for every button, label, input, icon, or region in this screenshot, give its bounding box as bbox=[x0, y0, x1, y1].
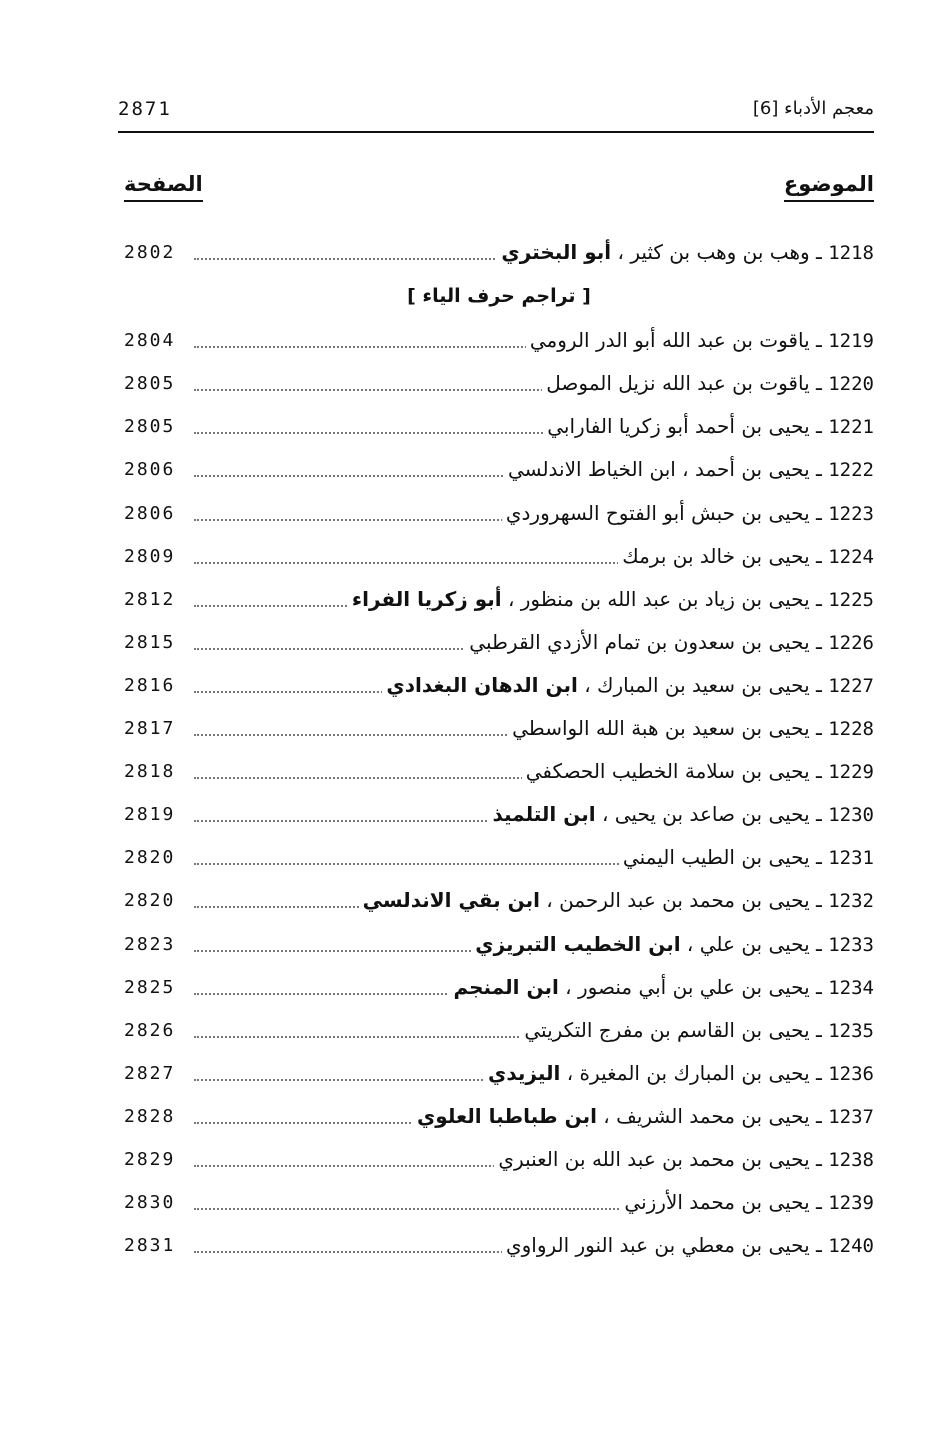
entry-page-number: 2812 bbox=[124, 589, 179, 610]
entry-number: 1219 bbox=[828, 330, 874, 353]
entry-name: يحيى بن سعدون بن تمام الأزدي القرطبي bbox=[469, 629, 810, 654]
section-heading: [ تراجم حرف الياء ] bbox=[407, 285, 591, 308]
entry-dash: ـ bbox=[809, 802, 829, 827]
entry-number: 1233 bbox=[828, 933, 874, 956]
entry-page-number: 2825 bbox=[124, 977, 179, 998]
entry-number: 1223 bbox=[828, 502, 874, 525]
toc-row bbox=[124, 630, 874, 673]
entry-page-number: 2826 bbox=[124, 1020, 179, 1041]
toc-row bbox=[124, 1233, 874, 1276]
entry-name: يحيى بن أحمد أبو زكريا الفارابي bbox=[547, 414, 810, 439]
entry-page-number: 2829 bbox=[124, 1149, 179, 1170]
entry-subject bbox=[542, 371, 874, 395]
toc-row bbox=[124, 888, 874, 931]
entry-epithet: ابن بقي الاندلسي bbox=[362, 888, 540, 913]
entry-name: يحيى بن سعيد بن المبارك ، bbox=[577, 672, 810, 697]
entry-page-number: 2819 bbox=[124, 804, 179, 825]
entry-dash: ـ bbox=[809, 1060, 829, 1085]
entry-dash: ـ bbox=[809, 543, 829, 568]
entry-dash: ـ bbox=[809, 716, 829, 741]
toc-row bbox=[124, 587, 874, 630]
entry-subject bbox=[522, 759, 874, 783]
entry-epithet: ابن التلميذ bbox=[492, 802, 596, 827]
entry-number: 1235 bbox=[828, 1019, 874, 1042]
entry-dash: ـ bbox=[809, 629, 829, 654]
entry-number: 1228 bbox=[828, 718, 874, 741]
entry-page-number: 2830 bbox=[124, 1192, 179, 1213]
entry-name: يحيى بن سلامة الخطيب الحصكفي bbox=[525, 759, 810, 784]
entry-name: يحيى بن محمد الأرزني bbox=[624, 1190, 810, 1215]
entry-number: 1225 bbox=[828, 588, 874, 611]
entry-name: يحيى بن محمد الشريف ، bbox=[596, 1103, 810, 1128]
entry-number: 1221 bbox=[828, 416, 874, 439]
entry-name: يحيى بن خالد بن برمك bbox=[622, 543, 810, 568]
entry-page-number: 2828 bbox=[124, 1106, 179, 1127]
entry-name: يحيى بن علي بن أبي منصور ، bbox=[558, 974, 810, 999]
entry-number: 1238 bbox=[828, 1148, 874, 1171]
toc-row bbox=[124, 1061, 874, 1104]
entry-dash: ـ bbox=[809, 500, 829, 525]
entry-name: يحيى بن معطي بن عبد النور الرواوي bbox=[505, 1233, 810, 1258]
entry-dash: ـ bbox=[809, 888, 829, 913]
entry-dash: ـ bbox=[809, 1190, 829, 1215]
entry-number: 1227 bbox=[828, 674, 874, 697]
entry-number: 1237 bbox=[828, 1105, 874, 1128]
entry-subject bbox=[494, 1147, 874, 1171]
entry-number: 1218 bbox=[828, 242, 874, 264]
entry-subject bbox=[497, 240, 874, 264]
entry-dash: ـ bbox=[809, 328, 829, 353]
entry-dash: ـ bbox=[809, 1146, 829, 1171]
entry-number: 1229 bbox=[828, 761, 874, 784]
entry-number: 1224 bbox=[828, 545, 874, 568]
entry-name: يحيى بن زياد بن عبد الله بن منظور ، bbox=[501, 586, 810, 611]
entry-dash: ـ bbox=[809, 371, 829, 396]
toc-row bbox=[124, 457, 874, 500]
entry-subject bbox=[620, 1190, 874, 1214]
entry-number: 1239 bbox=[828, 1192, 874, 1215]
entry-page-number: 2820 bbox=[124, 847, 179, 868]
entry-name: يحيى بن سعيد بن هبة الله الواسطي bbox=[512, 716, 810, 741]
entry-name: يحيى بن أحمد ، ابن الخياط الاندلسي bbox=[507, 457, 810, 482]
entry-subject bbox=[359, 888, 874, 912]
entry-subject bbox=[502, 1233, 874, 1257]
entry-dash: ـ bbox=[809, 1233, 829, 1258]
entry-subject bbox=[348, 587, 874, 611]
entry-dash: ـ bbox=[809, 240, 829, 264]
entry-name: وهب بن وهب بن كثير ، bbox=[611, 240, 810, 264]
entry-page-number: 2809 bbox=[124, 546, 179, 567]
toc-row bbox=[124, 716, 874, 759]
toc-row bbox=[124, 673, 874, 716]
entry-subject bbox=[520, 1018, 874, 1042]
entry-dash: ـ bbox=[809, 931, 829, 956]
entry-number: 1232 bbox=[828, 890, 874, 913]
entry-subject bbox=[471, 932, 874, 956]
toc-row bbox=[124, 802, 874, 845]
running-header bbox=[118, 92, 874, 128]
entry-epithet: أبو البختري bbox=[501, 240, 612, 264]
header-rule bbox=[118, 131, 874, 133]
toc-row bbox=[124, 1147, 874, 1190]
entry-page-number: 2820 bbox=[124, 890, 179, 911]
entry-epithet: ابن الخطيب التبريزي bbox=[475, 931, 681, 956]
entry-name: يحيى بن علي ، bbox=[680, 931, 810, 956]
toc-entries bbox=[124, 240, 874, 1276]
entry-number: 1222 bbox=[828, 459, 874, 482]
toc-row bbox=[124, 1190, 874, 1233]
entry-number: 1230 bbox=[828, 804, 874, 827]
entry-dash: ـ bbox=[809, 414, 829, 439]
toc-row bbox=[124, 975, 874, 1018]
entry-name: ياقوت بن عبد الله نزيل الموصل bbox=[546, 371, 810, 396]
toc-row bbox=[124, 1104, 874, 1147]
entry-subject bbox=[465, 630, 874, 654]
entry-page-number: 2804 bbox=[124, 330, 179, 351]
entry-subject bbox=[449, 975, 874, 999]
book-title: معجم الأدباء [6] bbox=[752, 98, 874, 119]
entry-page-number: 2816 bbox=[124, 675, 179, 696]
entry-number: 1226 bbox=[828, 631, 874, 654]
entry-subject bbox=[543, 414, 874, 438]
entry-epithet: ابن طباطبا العلوي bbox=[416, 1103, 597, 1128]
entry-name: يحيى بن محمد بن عبد الرحمن ، bbox=[539, 888, 810, 913]
toc-row bbox=[124, 501, 874, 544]
entry-epithet: أبو زكريا الفراء bbox=[351, 586, 502, 611]
entry-name: يحيى بن صاعد بن يحيى ، bbox=[595, 802, 810, 827]
entry-number: 1240 bbox=[828, 1235, 874, 1258]
entry-number: 1220 bbox=[828, 373, 874, 396]
entry-subject bbox=[484, 1061, 874, 1085]
entry-page-number: 2817 bbox=[124, 718, 179, 739]
entry-subject bbox=[382, 673, 874, 697]
page-number: 2871 bbox=[118, 98, 172, 120]
entry-subject bbox=[502, 501, 874, 525]
entry-dash: ـ bbox=[809, 974, 829, 999]
entry-number: 1236 bbox=[828, 1062, 874, 1085]
entry-dash: ـ bbox=[809, 457, 829, 482]
entry-name: يحيى بن حبش أبو الفتوح السهروردي bbox=[505, 500, 810, 525]
toc-row bbox=[124, 759, 874, 802]
entry-dash: ـ bbox=[809, 1017, 829, 1042]
entry-subject bbox=[508, 716, 874, 740]
entry-page-number: 2802 bbox=[124, 242, 179, 263]
toc-row bbox=[124, 845, 874, 888]
toc-row bbox=[124, 414, 874, 457]
entry-epithet: ابن الدهان البغدادي bbox=[386, 672, 578, 697]
entry-page-number: 2805 bbox=[124, 416, 179, 437]
entry-page-number: 2815 bbox=[124, 632, 179, 653]
entry-name: يحيى بن محمد بن عبد الله بن العنبري bbox=[498, 1146, 810, 1171]
entry-epithet: ابن المنجم bbox=[453, 974, 559, 999]
entry-dash: ـ bbox=[809, 1103, 829, 1128]
entry-dash: ـ bbox=[809, 672, 829, 697]
subject-column-heading: الموضوع bbox=[784, 172, 874, 202]
entry-page-number: 2806 bbox=[124, 459, 179, 480]
toc-row bbox=[124, 371, 874, 414]
entry-epithet: اليزيدي bbox=[488, 1060, 561, 1085]
entry-page-number: 2827 bbox=[124, 1063, 179, 1084]
entry-page-number: 2805 bbox=[124, 373, 179, 394]
entry-name: يحيى بن المبارك بن المغيرة ، bbox=[560, 1060, 810, 1085]
entry-subject bbox=[526, 328, 874, 352]
entry-name: ياقوت بن عبد الله أبو الدر الرومي bbox=[529, 328, 810, 353]
entry-dash: ـ bbox=[809, 586, 829, 611]
entry-subject bbox=[618, 544, 874, 568]
entry-subject bbox=[413, 1104, 874, 1128]
entry-dash: ـ bbox=[809, 845, 829, 870]
toc-row bbox=[124, 1018, 874, 1061]
entry-number: 1231 bbox=[828, 847, 874, 870]
entry-page-number: 2823 bbox=[124, 934, 179, 955]
toc-row bbox=[124, 328, 874, 371]
entry-dash: ـ bbox=[809, 759, 829, 784]
entry-subject bbox=[488, 802, 874, 826]
entry-subject bbox=[504, 457, 874, 481]
entry-page-number: 2806 bbox=[124, 503, 179, 524]
entry-number: 1234 bbox=[828, 976, 874, 999]
entry-subject bbox=[619, 845, 874, 869]
entry-name: يحيى بن القاسم بن مفرج التكريتي bbox=[524, 1017, 810, 1042]
toc-row bbox=[124, 932, 874, 975]
entry-name: يحيى بن الطيب اليمني bbox=[622, 845, 810, 870]
page-column-heading: الصفحة bbox=[124, 172, 203, 202]
toc-row bbox=[124, 240, 874, 283]
toc-row bbox=[124, 544, 874, 587]
entry-page-number: 2818 bbox=[124, 761, 179, 782]
entry-page-number: 2831 bbox=[124, 1235, 179, 1256]
